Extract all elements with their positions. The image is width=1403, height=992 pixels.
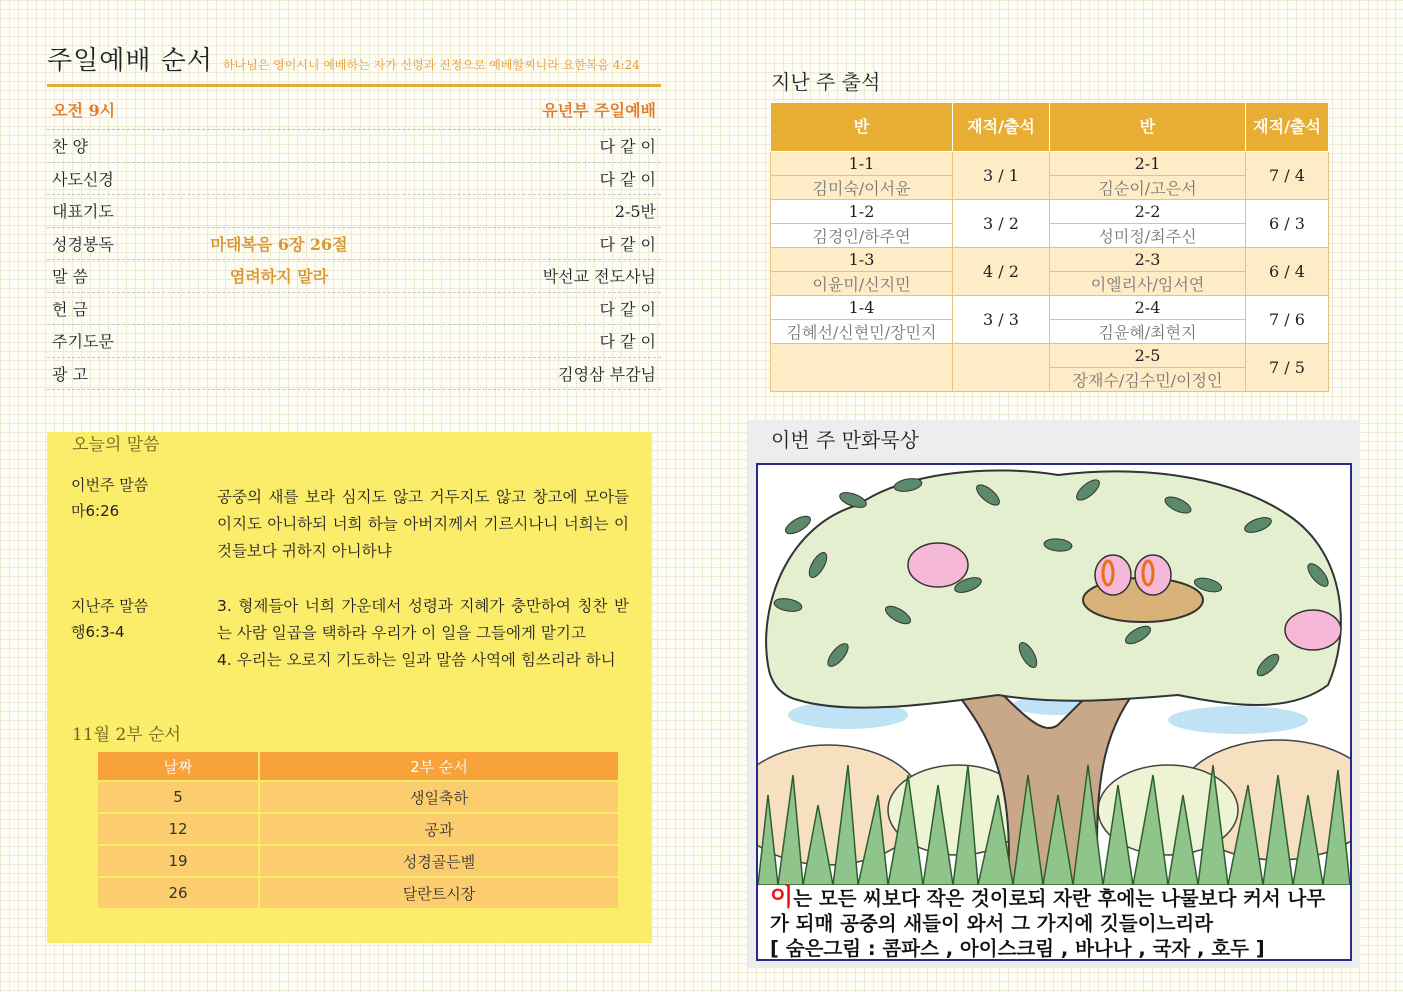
order-label: 주기도문 bbox=[52, 332, 114, 352]
class-name: 1-3 bbox=[771, 248, 953, 272]
attendance-table bbox=[770, 102, 1329, 392]
teacher-names: 김경인/하주연 bbox=[771, 224, 953, 248]
teacher-names: 김혜선/신현민/장민지 bbox=[771, 320, 953, 344]
order-row bbox=[47, 163, 661, 196]
table-row bbox=[771, 296, 1329, 320]
attendance-count: 6 / 4 bbox=[1246, 248, 1329, 296]
table-row bbox=[771, 272, 1329, 296]
attendance-count: 7 / 4 bbox=[1246, 152, 1329, 200]
order-leader: 박선교 전도사님 bbox=[542, 267, 656, 287]
cartoon-title: 이번 주 만화묵상 bbox=[771, 428, 919, 452]
class-name: 2-5 bbox=[1050, 344, 1246, 368]
class-name: 2-1 bbox=[1050, 152, 1246, 176]
attendance-count: 3 / 3 bbox=[953, 296, 1050, 344]
schedule-title: 11월 2부 순서 bbox=[72, 725, 181, 745]
this-week-label-text: 이번주 말씀 bbox=[71, 476, 149, 494]
worship-order bbox=[47, 40, 661, 390]
this-week-label bbox=[71, 472, 148, 524]
schedule-item: 달란트시장 bbox=[259, 877, 619, 908]
cartoon-caption bbox=[770, 885, 1340, 961]
order-leader: 다 같 이 bbox=[599, 137, 656, 157]
attendance-count: 7 / 6 bbox=[1246, 296, 1329, 344]
caption-hidden-pictures: [ 숨은그림 : 콤파스 , 아이스크림 , 바나나 , 국자 , 호두 ] bbox=[770, 937, 1265, 960]
schedule-header-row bbox=[98, 752, 619, 781]
order-label: 찬 양 bbox=[52, 137, 88, 157]
last-week-verse bbox=[217, 593, 629, 674]
order-row bbox=[47, 195, 661, 228]
table-row bbox=[98, 813, 619, 845]
last-week-label-text: 지난주 말씀 bbox=[71, 597, 149, 615]
order-label: 헌 금 bbox=[52, 299, 88, 319]
schedule-date: 19 bbox=[98, 845, 259, 877]
order-row bbox=[47, 358, 661, 391]
header-count: 재적/출석 bbox=[1246, 103, 1329, 152]
attendance-count: 4 / 2 bbox=[953, 248, 1050, 296]
order-label: 사도신경 bbox=[52, 169, 114, 189]
order-leader: 다 같 이 bbox=[599, 169, 656, 189]
table-row bbox=[771, 344, 1329, 368]
header-class: 반 bbox=[771, 103, 953, 152]
order-detail: 염려하지 말라 bbox=[229, 267, 329, 287]
table-row bbox=[98, 781, 619, 813]
attendance-header-row bbox=[771, 103, 1329, 152]
table-row bbox=[98, 845, 619, 877]
attendance-title: 지난 주 출석 bbox=[771, 70, 881, 94]
service-time: 오전 9시 bbox=[52, 100, 116, 120]
attendance-count: 3 / 2 bbox=[953, 200, 1050, 248]
table-row bbox=[771, 224, 1329, 248]
table-row bbox=[771, 320, 1329, 344]
schedule-date: 5 bbox=[98, 781, 259, 813]
order-leader: 다 같 이 bbox=[599, 332, 656, 352]
header-verse: 하나님은 영이시니 예배하는 자가 신령과 진정으로 예배할찌니라 요한복음 4:24 bbox=[222, 58, 640, 72]
order-label: 말 씀 bbox=[52, 267, 88, 287]
class-name bbox=[771, 344, 953, 392]
order-label: 광 고 bbox=[52, 364, 88, 384]
attendance-count: 6 / 3 bbox=[1246, 200, 1329, 248]
schedule-item: 공과 bbox=[259, 813, 619, 845]
table-row bbox=[771, 152, 1329, 176]
cartoon-frame bbox=[756, 463, 1352, 961]
class-name: 2-2 bbox=[1050, 200, 1246, 224]
class-name: 1-2 bbox=[771, 200, 953, 224]
service-time-row bbox=[47, 89, 661, 130]
order-row bbox=[47, 260, 661, 293]
order-row bbox=[47, 293, 661, 326]
header-class: 반 bbox=[1050, 103, 1246, 152]
last-week-label bbox=[71, 593, 148, 645]
order-row bbox=[47, 130, 661, 163]
order-leader: 김영삼 부감님 bbox=[558, 364, 656, 384]
schedule-date: 12 bbox=[98, 813, 259, 845]
attendance-count: 3 / 1 bbox=[953, 152, 1050, 200]
caption-initial: 이 bbox=[770, 883, 794, 911]
cartoon-illustration bbox=[758, 465, 1350, 885]
this-week-verse: 공중의 새를 보라 심지도 않고 거두지도 않고 창고에 모아들이지도 아니하되 너희 하늘 아버지께서 기르시나니 너희는 이것들보다 귀하지 아니하냐 bbox=[217, 488, 629, 560]
teacher-names: 김순이/고은서 bbox=[1050, 176, 1246, 200]
schedule-header-date: 날짜 bbox=[98, 752, 259, 781]
cartoon-panel bbox=[748, 420, 1360, 968]
table-row bbox=[771, 176, 1329, 200]
last-week-verse-4: 4. 우리는 오로지 기도하는 일과 말씀 사역에 힘쓰리라 하니 bbox=[217, 651, 616, 669]
schedule-header-item: 2부 순서 bbox=[259, 752, 619, 781]
todays-word-box bbox=[47, 432, 652, 943]
last-week-ref: 행6:3-4 bbox=[71, 623, 125, 641]
teacher-names: 성미정/최주신 bbox=[1050, 224, 1246, 248]
order-leader: 다 같 이 bbox=[599, 234, 656, 254]
last-week-verse-3: 3. 형제들아 너희 가운데서 성령과 지혜가 충만하여 칭찬 받는 사람 일곱을 택하라 우리가 이 일을 그들에게 맡기고 bbox=[217, 597, 629, 642]
order-leader: 다 같 이 bbox=[599, 299, 656, 319]
page-title: 주일예배 순서 bbox=[47, 46, 213, 76]
schedule-item: 생일축하 bbox=[259, 781, 619, 813]
schedule-date: 26 bbox=[98, 877, 259, 908]
attendance-count: 7 / 5 bbox=[1246, 344, 1329, 392]
teacher-names: 이엘리사/임서연 bbox=[1050, 272, 1246, 296]
order-leader: 2-5반 bbox=[614, 202, 656, 222]
schedule-table bbox=[98, 752, 620, 908]
worship-order-header bbox=[47, 40, 661, 87]
header-count: 재적/출석 bbox=[953, 103, 1050, 152]
schedule-item: 성경골든벨 bbox=[259, 845, 619, 877]
order-label: 성경봉독 bbox=[52, 234, 114, 254]
table-row bbox=[771, 248, 1329, 272]
order-row bbox=[47, 228, 661, 261]
order-label: 대표기도 bbox=[52, 202, 114, 222]
table-row bbox=[771, 200, 1329, 224]
teacher-names: 김윤혜/최현지 bbox=[1050, 320, 1246, 344]
service-name: 유년부 주일예배 bbox=[542, 100, 656, 120]
attendance-count bbox=[953, 344, 1050, 392]
this-week-ref: 마6:26 bbox=[71, 502, 120, 520]
class-name: 1-1 bbox=[771, 152, 953, 176]
order-row bbox=[47, 325, 661, 358]
caption-text: 는 모든 씨보다 작은 것이로되 자란 후에는 나물보다 커서 나무가 되매 공중의 새들이 와서 그 가지에 깃들이느리라 bbox=[770, 887, 1326, 935]
order-detail: 마태복음 6장 26절 bbox=[210, 234, 348, 254]
table-row bbox=[98, 877, 619, 908]
class-name: 1-4 bbox=[771, 296, 953, 320]
teacher-names: 장재수/김수민/이정인 bbox=[1050, 368, 1246, 392]
class-name: 2-3 bbox=[1050, 248, 1246, 272]
class-name: 2-4 bbox=[1050, 296, 1246, 320]
teacher-names: 이윤미/신지민 bbox=[771, 272, 953, 296]
todays-word-title: 오늘의 말씀 bbox=[72, 435, 160, 455]
teacher-names: 김미숙/이서윤 bbox=[771, 176, 953, 200]
